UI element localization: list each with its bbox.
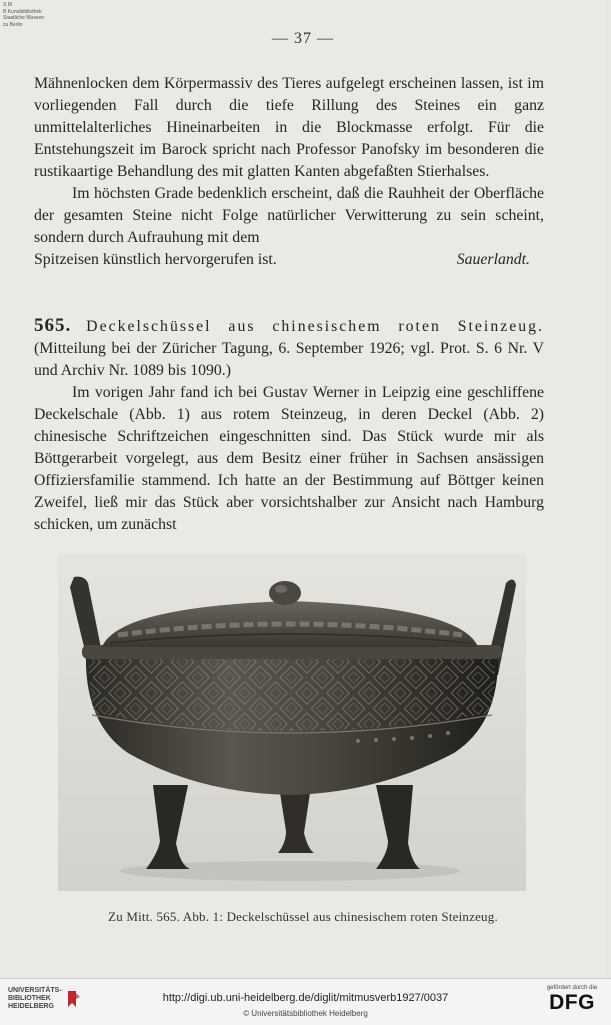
- text-block-top: [34, 73, 544, 271]
- stamp-line: S M: [3, 2, 12, 8]
- text-block-entry: [34, 315, 544, 536]
- viewer-footer: [0, 978, 611, 1025]
- vessel-photograph: [58, 553, 526, 891]
- source-url-link[interactable]: http://digi.ub.uni-heidelberg.de/diglit/mitmusverb1927/0037: [162, 992, 449, 1004]
- entry-number: 565.: [34, 315, 72, 336]
- page-number: — 37 —: [272, 30, 334, 47]
- dfg-wordmark: DFG: [549, 991, 595, 1014]
- stamp-line: zu Berlin: [3, 21, 23, 28]
- dfg-funding-text: gefördert durch die: [546, 985, 598, 991]
- dfg-logo[interactable]: [540, 985, 604, 1015]
- entry-reference: (Mitteilung bei der Züricher Tagung, 6. September 1926; vgl. Prot. S. 6 Nr. V und Archiv Nr. 1089 bis 1090.): [34, 340, 544, 379]
- author-signature: Sauerlandt.: [456, 251, 530, 268]
- figure-caption: Zu Mitt. 565. Abb. 1: Deckelschüssel aus chinesischem roten Steinzeug.: [108, 909, 498, 924]
- library-name-line: UNIVERSITÄTS-: [8, 987, 62, 994]
- tripod-bowl-image: [58, 553, 526, 891]
- stamp-line: B Kunstbibliothek: [3, 8, 42, 15]
- paragraph-last-line: Spitzeisen künstlich hervorgerufen ist.: [34, 251, 277, 268]
- library-name-line: HEIDELBERG: [8, 1003, 54, 1010]
- paragraph: Im vorigen Jahr fand ich bei Gustav Werner in Leipzig eine geschliffene Deckelschale (Abb. 1) aus rotem Steinzeug, in deren Deckel (Abb. 2) chinesische Schriftzeichen eingeschnitten sind. Das Stück wurde mir als Böttgerarbeit vorgelegt, aus dem Besitz einer früher in Sachsen ansässigen Offiziersfamilie stammend. Ich hatte an der Bestimmung auf Böttger keinen Zweifel, ließ mir das Stück aber vorsichtshalber zur Ansicht nach Hamburg schicken, um zunächst: [34, 384, 544, 533]
- entry-heading: [34, 315, 544, 382]
- entry-title: Deckelschüssel aus chinesischem roten Steinzeug.: [86, 318, 544, 335]
- library-stamp: [3, 2, 73, 28]
- stamp-line: Staatliche Museen: [3, 15, 45, 21]
- paragraph-signature-line: [34, 249, 544, 271]
- copyright-notice: © Universitätsbibliothek Heidelberg: [243, 1009, 368, 1018]
- paragraph: Mähnenlocken dem Körpermassiv des Tieres aufgelegt erscheinen lassen, ist im vorliegenden Fall durch die tiefe Rillung des Steines ein ganz unmittelalterliches Hineinarbeiten in die Blockmasse erfolgt. Für die Entstehungszeit im Barock spricht nach Professor Panofsky im besonderen die rustikaartige Behandlung des mit glatten Kanten abgefaßten Stierhalses.: [34, 75, 544, 180]
- paragraph: Im höchsten Grade bedenklich erscheint, daß die Rauhheit der Oberfläche der gesamten Steine nicht Folge natürlicher Verwitterung zu sein scheint, sondern durch Aufrauhung mit dem: [34, 185, 544, 246]
- library-name-line: BIBLIOTHEK: [8, 995, 51, 1002]
